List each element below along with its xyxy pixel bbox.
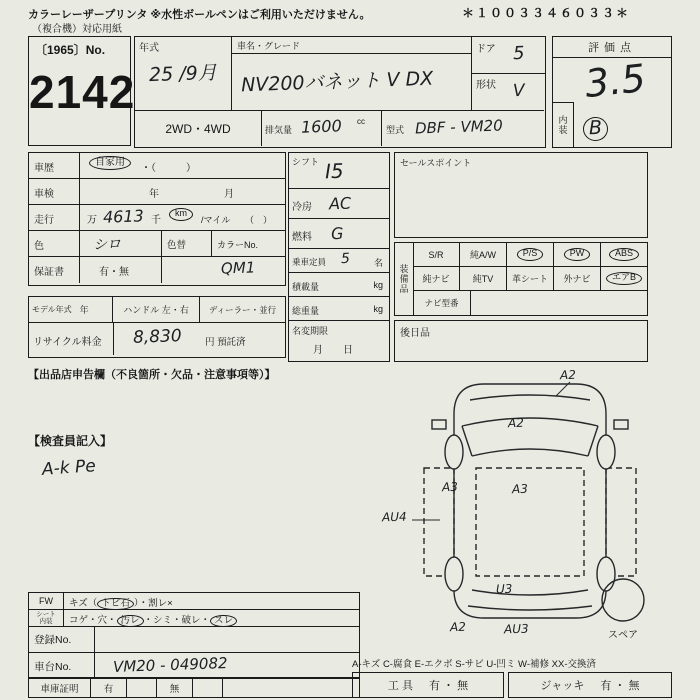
damage-note: A3	[441, 479, 459, 495]
damage-note: A3	[511, 481, 529, 497]
chassis-no-label: 車台No.	[29, 653, 95, 679]
mileage-label: 走行	[34, 215, 54, 226]
mileage-sen: 千	[151, 215, 161, 226]
model-year-label: モデル年式	[32, 305, 72, 314]
spec-column	[288, 152, 390, 362]
recycle-unit: 円 預託済	[205, 337, 246, 348]
jack-label: ジャッキ	[540, 680, 585, 692]
damage-note: U3	[495, 581, 513, 597]
details-table	[28, 152, 286, 286]
year-label: 年式	[139, 43, 159, 54]
jack-value: 有 ・ 無	[600, 680, 640, 692]
interior-row-label: 内装	[39, 618, 53, 625]
later-items-label: 後日品	[400, 328, 430, 339]
shaken-label: 車検	[34, 189, 54, 200]
warranty-value: 有・無	[99, 267, 129, 278]
equip-ps: P/S	[517, 248, 544, 261]
history-value: 自家用	[89, 156, 131, 170]
equip-leather: 革シート	[511, 274, 548, 284]
rename-deadline-value: 月 日	[313, 345, 353, 356]
fuel-label: 燃料	[292, 232, 312, 243]
door-value: 5	[512, 42, 525, 65]
rating-label: 評価点	[553, 37, 671, 58]
jack-box	[508, 672, 672, 698]
inspector-title: 【検査員記入】	[28, 434, 113, 448]
shaken-year: 年	[149, 189, 159, 200]
damage-code-legend: A-キズ C-腐食 E-エクボ S-サビ U-凹ミ W-補修 XX-交換済	[352, 659, 596, 670]
spare-label: スペア	[608, 630, 638, 641]
garage-yes-box	[127, 679, 157, 697]
displacement-value: 1600	[300, 116, 343, 137]
color-change-label: 色替	[167, 240, 187, 251]
equipment-box	[394, 242, 648, 316]
door-label: ドア	[476, 44, 496, 55]
fw-text-post: ）・割レ×	[133, 598, 173, 609]
damage-note: AU3	[503, 621, 529, 637]
sales-point-label: セールスポイント	[400, 158, 472, 168]
garage-no: 無	[157, 679, 193, 697]
warranty-label: 保証書	[34, 267, 64, 278]
garage-label: 車庫証明	[29, 679, 91, 697]
model-year-suffix: 年	[79, 305, 89, 315]
history-label: 車歴	[34, 163, 54, 174]
seat-stain: 汚レ	[117, 615, 144, 627]
name-value: NV200バネット V DX	[240, 67, 434, 97]
lot-number: 2142	[29, 66, 136, 118]
capacity-label: 乗車定員	[292, 257, 327, 267]
mileage-unit-km: km	[169, 208, 193, 221]
year-value: 25 /9月	[148, 61, 218, 87]
equip-alloy: 純A/W	[470, 250, 496, 260]
displacement-unit: cc	[357, 117, 365, 126]
equip-sr: S/R	[428, 249, 444, 260]
fw-text: キズ（	[69, 598, 98, 609]
damage-note: A2	[507, 415, 525, 431]
declaration-title: 【出品店申告欄（不良箇所・欠品・注意事項等）】	[28, 369, 276, 381]
chassis-no-value: VM20 - 049082	[112, 654, 228, 676]
later-items-box	[394, 320, 648, 362]
name-label: 車名・グレード	[237, 41, 301, 51]
recycle-label: リサイクル料金	[33, 337, 102, 348]
mileage-man: 万	[87, 215, 97, 226]
displacement-label: 排気量	[265, 125, 293, 135]
dealer-parallel: ディーラー・並行	[208, 304, 277, 315]
capacity-unit: 名	[373, 258, 383, 268]
fuel-value: G	[330, 223, 344, 244]
handle-position: ハンドル 左・右	[113, 297, 200, 322]
history-paren: ・（ ）	[141, 163, 196, 174]
seat-scuff: スレ	[210, 615, 237, 627]
shift-value: I5	[324, 158, 345, 184]
lot-box	[28, 36, 136, 146]
header-note: カラーレーザープリンタ ※水性ボールペンはご利用いただけません。	[28, 9, 371, 21]
color-no-value: QM1	[220, 258, 256, 278]
damage-table	[28, 592, 360, 678]
capacity-value: 5	[340, 250, 351, 268]
shape-label: 形状	[476, 80, 496, 91]
color-label: 色	[34, 241, 44, 252]
fw-stone-chip: トビ石	[97, 598, 134, 610]
mileage-paren: （ ）	[245, 215, 273, 225]
shape-value: V	[512, 80, 525, 102]
equipment-label: 装備品	[398, 264, 409, 294]
vehicle-box	[134, 36, 546, 148]
equip-abs: ABS	[609, 248, 639, 261]
inspector-note: A-k Pe	[41, 456, 97, 480]
color-no-label: カラーNo.	[217, 240, 259, 250]
equip-tv: 純TV	[472, 274, 494, 284]
sales-point-box	[394, 152, 648, 238]
drive-type: 2WD・4WD	[135, 111, 262, 146]
equip-pw: PW	[564, 248, 591, 261]
model-code-value: DBF - VM20	[414, 116, 504, 138]
rename-deadline-label: 名変期限	[292, 326, 329, 336]
rating-score: 3.5	[582, 55, 648, 107]
registration-no-label: 登録No.	[29, 627, 95, 652]
tools-box	[352, 672, 504, 698]
damage-note: A2	[449, 619, 467, 635]
ac-value: AC	[328, 193, 352, 214]
equip-airbag: エアB	[606, 272, 642, 285]
load-unit: kg	[373, 280, 383, 290]
equip-ext-navi: 外ナビ	[563, 274, 591, 284]
gross-weight-label: 総重量	[292, 306, 320, 316]
tools-label: 工 具	[387, 680, 413, 692]
equip-navi: 純ナビ	[422, 274, 450, 284]
rating-box	[552, 36, 672, 148]
damage-note: A2	[559, 367, 577, 383]
interior-label: 内装	[557, 115, 568, 135]
shaken-month: 月	[224, 189, 234, 200]
damage-note: AU4	[381, 509, 407, 525]
model-recycle-table	[28, 296, 286, 358]
mileage-unit-mile: /マイル	[201, 215, 231, 225]
garage-no-box	[193, 679, 223, 697]
header-code: ＊１００３３４６０３３＊	[462, 6, 631, 20]
gross-weight-unit: kg	[373, 304, 383, 314]
ac-label: 冷房	[292, 202, 312, 213]
recycle-value: 8,830	[132, 326, 183, 348]
model-code-label: 型式	[386, 125, 405, 135]
fw-label: FW	[29, 593, 64, 609]
navi-model-label: ナビ型番	[413, 291, 471, 315]
shift-label: シフト	[292, 157, 320, 167]
seat-label: シート	[36, 610, 56, 618]
garage-yes: 有	[91, 679, 127, 697]
seat-text: コゲ・穴・	[69, 615, 117, 626]
header-paper-type: （複合機）対応用紙	[32, 24, 122, 35]
color-value: シロ	[92, 236, 122, 254]
tools-value: 有 ・ 無	[428, 680, 469, 692]
lot-series: 〔1965〕No.	[35, 43, 106, 57]
van-top-view	[380, 368, 670, 650]
mileage-value: 4613	[102, 206, 145, 227]
garage-certificate-strip	[28, 678, 360, 698]
load-label: 積載量	[292, 282, 320, 292]
interior-grade: B	[583, 117, 609, 142]
seat-text-mid: ・シミ・破レ・	[143, 615, 211, 626]
vehicle-diagram	[380, 368, 670, 650]
